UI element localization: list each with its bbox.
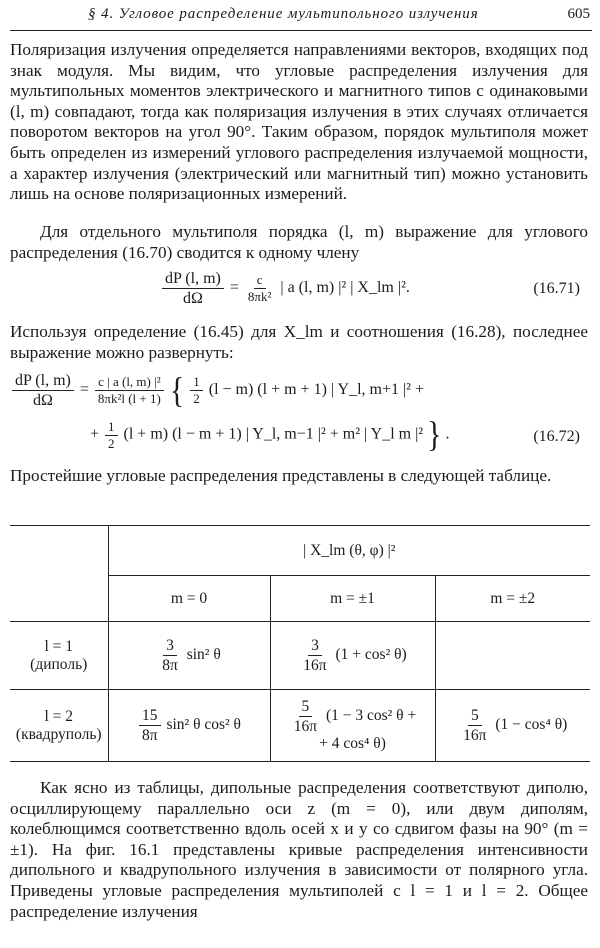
table-cell: $\frac{5}{16\pi}$ (1 − 3 cos² θ + + 4 cos⁴ θ) bbox=[270, 690, 435, 762]
running-header bbox=[0, 4, 600, 30]
column-header: m = 0 bbox=[108, 576, 270, 622]
paragraph-polarization: Поляризация излучения определяется направлениями векторов, входящих под знак модуля. Мы видим, что угловые распределения излучения для мультипольных моментов электрического и магнитного типов с одинаковыми (l, m) совпадают, тогда как поляризация излучения в этих случаях отличается поворотом векторов на угол 90°. Таким образом, порядок мультиполя может быть определен из измерений углового распределения излучаемой мощности, а характер излучения (электрический или магнитный тип) можно установить лишь на основе поляризационных измерений. bbox=[10, 40, 588, 204]
close-brace: } bbox=[427, 414, 442, 455]
table-header-row bbox=[10, 526, 590, 576]
half-fraction-2: $\frac{1}{2}$ bbox=[105, 420, 118, 451]
table-cell-empty bbox=[435, 622, 590, 690]
equation-line-2: (l + m) (l − m + 1) | Y_l, m−1 |² + m² | Y_l m |² bbox=[123, 425, 424, 443]
equation-number: (16.71) bbox=[533, 280, 580, 297]
page-number: 605 bbox=[567, 6, 590, 22]
table-corner-cell bbox=[10, 526, 108, 622]
lhs-fraction: $\frac{dP (l, m)}{d\Omega}$ bbox=[12, 372, 74, 409]
row-label: l = 2 (квадруполь) bbox=[10, 690, 108, 762]
table-cell: $\frac{3}{16\pi}$ (1 + cos² θ) bbox=[270, 622, 435, 690]
equation-number: (16.72) bbox=[533, 428, 580, 445]
coefficient-fraction: $\frac{c}{\text{8πk²}}$ bbox=[247, 272, 272, 304]
paragraph-conclusion: Как ясно из таблицы, дипольные распределения соответствуют диполю, осциллирующему параллельно оси z (m = 0), или двум диполям, колеблющимся соответственно вдоль осей x и y со сдвигом фазы на 90° (m = ±1). На фиг. 16.1 представлены кривые распределения интенсивности дипольного и квадрупольного излучения в зависимости от полярного угла. Приведены угловые распределения мультиполей с l = 1 и l = 2. Общее распределение излучения bbox=[10, 778, 588, 921]
table-cell: $\frac{3}{8\pi}$ sin² θ bbox=[108, 622, 270, 690]
book-page: § 4. Угловое распределение мультипольного излучения 605 Поляризация излучения определяется направлениями векторов, входящих под знак модуля. Мы видим, что угловые распределения излучения для мультипольных моментов электрического и магнитного типов с одинаковыми (l, m) совпадают, тогда как поляризация излучения в этих случаях отличается поворотом векторов на угол 90°. Таким образом, порядок мультиполя может быть определен из измерений углового распределения излучаемой мощности, а характер излучения (электрический или магнитный тип) можно установить лишь на основе поляризационных измерений. Для отдельного мультиполя порядка (l, m) выражение для углового распределения (16.70) сводится к одному члену $\frac{dP (l, m)}{d\Omega}$ = $\frac{c}{\text{8πk²}}$ | a (l, m) |² | X_lm |². (16.71) Используя определение (16.45) для X_lm и соотношения (16.28), последнее выражение можно развернуть: $\frac{dP (l, m)}{d\Omega}$ = $\frac{\text{c | a (l, m) |²}}{\text{8πk²l (l + 1)}}$ { $\frac{1}{2}$ (l − m) (l + m + 1) | Y_l, m+1 |² + + $\frac{1}{2}$ (l + m) (l − m + 1) | Y_l, m−1 |² + m² | Y_l m |² } . (16.72) Простейшие угловые распределения представлены в следующей таблице. | X_lm (θ, φ) |² m = 0 m = ±1 m = ±2 l = 1 (диполь) $\frac{3}{8\pi}$ sin² θ $\frac{3}{16\pi}$ (1 + cos² θ) l = 2 (квадруполь) $\frac{15}{8\pi}$ sin² θ cos² θ $\frac{5}{16\pi}$ (1 − 3 cos² θ + + 4 cos⁴ θ) $\frac{5}{16\pi}$ (1 − cos⁴ θ) Как ясно из таблицы, дипольные распределения соответствуют диполю, осциллирующему параллельно оси z (m = 0), или двум диполям, колеблющимся соответственно вдоль осей x и y со сдвигом фазы на 90° (m = ±1). На фиг. 16.1 представлены кривые распределения интенсивности дипольного и квадрупольного излучения в зависимости от полярного угла. Приведены угловые распределения мультиполей с l = 1 и l = 2. Общее распределение излучения bbox=[0, 0, 600, 948]
table-row bbox=[10, 690, 590, 762]
lhs-fraction: $\frac{dP (l, m)}{d\Omega}$ bbox=[162, 270, 224, 307]
half-fraction: $\frac{1}{2}$ bbox=[190, 375, 203, 406]
table-row bbox=[10, 622, 590, 690]
paragraph-table-intro: Простейшие угловые распределения представлены в следующей таблице. bbox=[10, 466, 552, 485]
column-header: m = ±2 bbox=[435, 576, 590, 622]
table-cell: $\frac{5}{16\pi}$ (1 − cos⁴ θ) bbox=[435, 690, 590, 762]
row-label: l = 1 (диполь) bbox=[10, 622, 108, 690]
equation-line-1: (l − m) (l + m + 1) | Y_l, m+1 |² + bbox=[208, 381, 424, 399]
header-rule bbox=[10, 30, 592, 31]
angular-distribution-table bbox=[10, 525, 590, 762]
table-cell: $\frac{15}{8\pi}$ sin² θ cos² θ bbox=[108, 690, 270, 762]
open-brace: { bbox=[169, 370, 185, 410]
coefficient-fraction: $\frac{\text{c | a (l, m) |²}}{\text{8πk²l (l + 1)}}$ bbox=[95, 375, 164, 406]
column-header: m = ±1 bbox=[270, 576, 435, 622]
table-main-header: | X_lm (θ, φ) |² bbox=[108, 526, 590, 576]
paragraph-expansion: Используя определение (16.45) для X_lm и соотношения (16.28), последнее выражение можно развернуть: bbox=[10, 322, 588, 362]
section-title: § 4. Угловое распределение мультипольного излучения bbox=[88, 6, 479, 22]
equation-body: | a (l, m) |² | X_lm |². bbox=[280, 279, 410, 297]
equation-16-72: $\frac{dP (l, m)}{d\Omega}$ = $\frac{\text{c | a (l, m) |²}}{\text{8πk²l (l + 1)}}$ { $\frac{1}{2}$ (l − m) (l + m + 1) | Y_l, m+1 |² + + $\frac{1}{2}$ (l + m) (l − m + 1) | Y_l, m−1 |² + m² | Y_l m |² } . (16.72) bbox=[10, 372, 590, 462]
paragraph-single-multipole: Для отдельного мультиполя порядка (l, m) выражение для углового распределения (16.70) сводится к одному члену bbox=[10, 222, 588, 262]
